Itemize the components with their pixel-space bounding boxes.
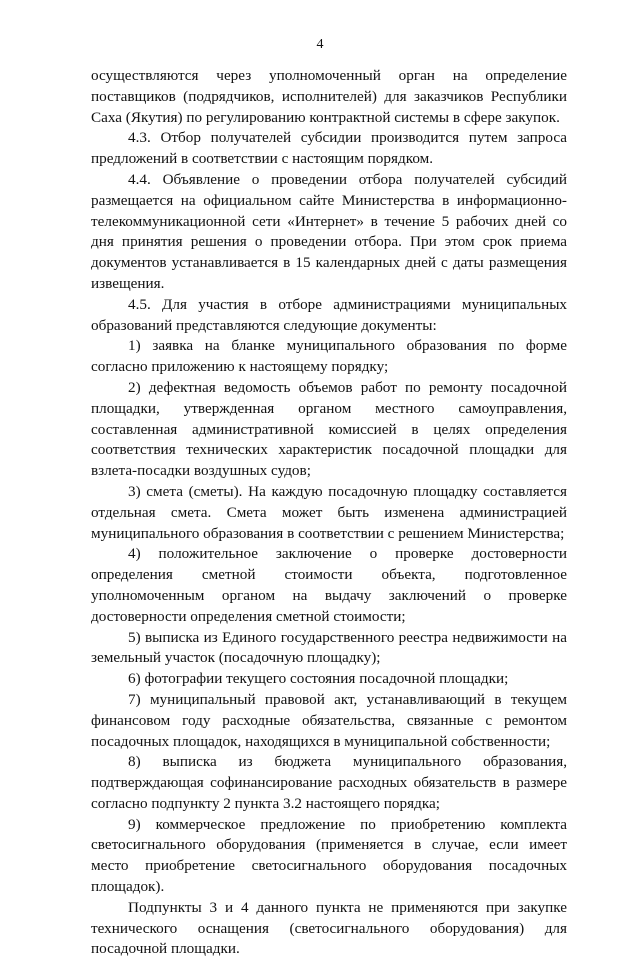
paragraph-4-5: 4.5. Для участия в отборе администрациями муниципальных образований представляются следующие документы: — [91, 295, 567, 334]
paragraph-closing-note: Подпункты 3 и 4 данного пункта не применяются при закупке технического оснащения (светосигнального оборудования) для посадочной площадки. — [91, 898, 567, 958]
list-item-3: 3) смета (сметы). На каждую посадочную площадку составляется отдельная смета. Смета может быть изменена администрацией муниципального образования в соответствии с решением Министерства; — [91, 482, 567, 542]
document-body — [91, 66, 567, 960]
paragraph-4-4: 4.4. Объявление о проведении отбора получателей субсидий размещается на официальном сайте Министерства в информационно-телекоммуникационной сети «Интернет» в течение 5 рабочих дней со дня принятия решения о проведении отбора. При этом срок приема документов устанавливается в 15 календарных дней с даты размещения извещения. — [91, 170, 567, 292]
list-item-7: 7) муниципальный правовой акт, устанавливающий в текущем финансовом году расходные обязательства, связанные с ремонтом посадочных площадок, находящихся в муниципальной собственности; — [91, 690, 567, 750]
list-item-2: 2) дефектная ведомость объемов работ по ремонту посадочной площадки, утвержденная органом местного самоуправления, составленная административной комиссией в целях определения соответствия технических характеристик посадочной площадки для взлета-посадки воздушных судов; — [91, 378, 567, 480]
page-number: 4 — [316, 37, 324, 52]
list-item-8: 8) выписка из бюджета муниципального образования, подтверждающая софинансирование расходных обязательств в размере согласно подпункту 2 пункта 3.2 настоящего порядка; — [91, 753, 567, 812]
list-item-5: 5) выписка из Единого государственного реестра недвижимости на земельный участок (посадочную площадку); — [91, 628, 567, 667]
paragraph-continuation: осуществляются через уполномоченный орган на определение поставщиков (подрядчиков, исполнителей) для заказчиков Республики Саха (Якутия) по регулированию контрактной системы в сфере закупок. — [91, 67, 567, 126]
list-item-9: 9) коммерческое предложение по приобретению комплекта светосигнального оборудования (применяется в случае, если имеет место приобретение светосигнального оборудования посадочных площадок). — [91, 815, 567, 896]
list-item-4: 4) положительное заключение о проверке достоверности определения сметной стоимости объекта, подготовленное уполномоченным органом на выдачу заключений о проверке достоверности определения сметной стоимости; — [91, 545, 567, 625]
list-item-1: 1) заявка на бланке муниципального образования по форме согласно приложению к настоящему порядку; — [91, 337, 567, 376]
list-item-6: 6) фотографии текущего состояния посадочной площадки; — [128, 670, 509, 688]
paragraph-4-3: 4.3. Отбор получателей субсидии производится путем запроса предложений в соответствии с настоящим порядком. — [91, 129, 567, 168]
